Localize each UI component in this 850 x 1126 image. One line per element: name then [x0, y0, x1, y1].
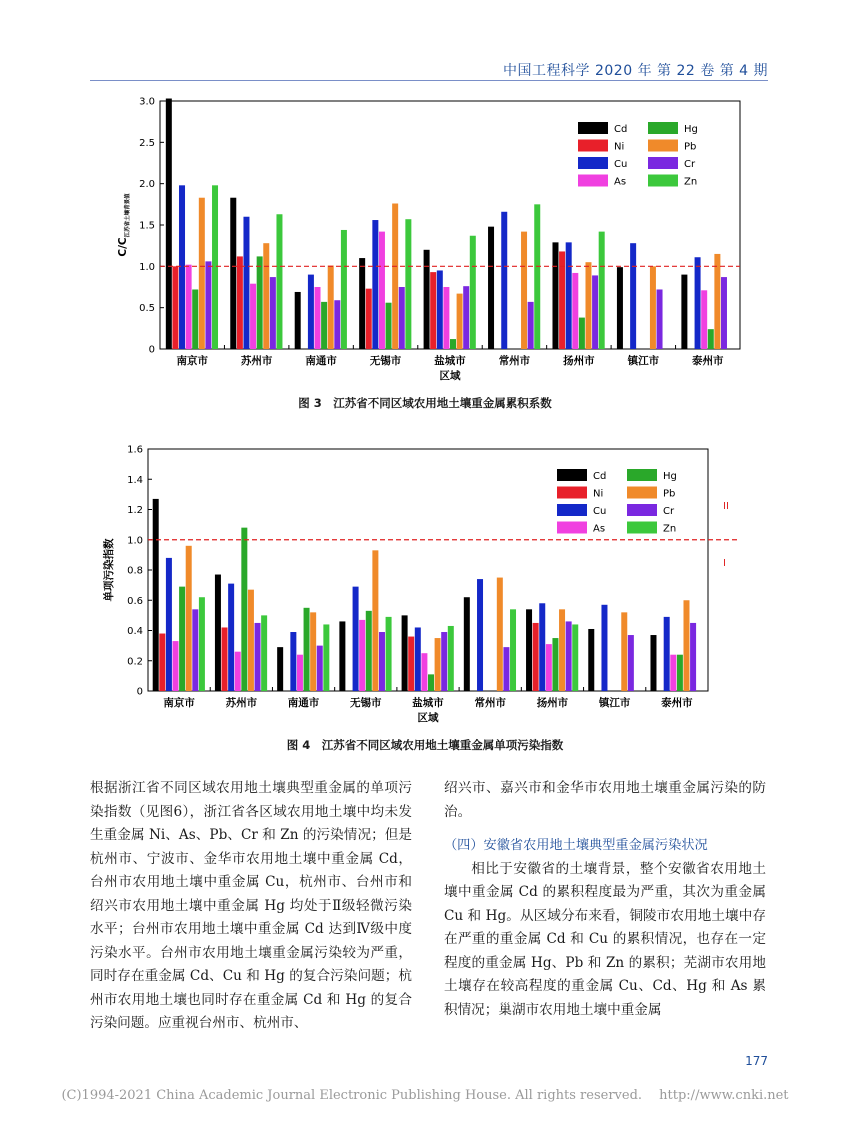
bar-zn-0 — [199, 597, 205, 691]
y-tick-label: 1.5 — [139, 220, 155, 232]
bar-as-1 — [235, 652, 241, 691]
bar-cu-2 — [308, 275, 314, 349]
bar-cd-3 — [339, 621, 345, 691]
page-number: 177 — [745, 1054, 768, 1068]
bar-ni-6 — [533, 623, 539, 691]
section-title: （四）安徽省农用地土壤典型重金属污染状况 — [444, 838, 708, 853]
copyright-footer: (C)1994-2021 China Academic Journal Electronic Publishing House. All rights reserved. http://www.cnki.net — [61, 1088, 789, 1103]
bar-pb-3 — [392, 204, 398, 349]
y-tick-label: 2.0 — [139, 179, 155, 191]
legend-swatch-as — [557, 522, 587, 534]
right-paragraph: 相比于安徽省的土壤背景，整个安徽省农用地土壤中重金属 Cd 的累积程度最为严重，其次为重金属 Cu 和 Hg。从区域分布来看，铜陵市农用地土壤中存在严重的重金属 Cd 和 Cu 的累积情况，也存在一定程度的重金属 Hg、Pb 和 Zn 的累积；芜湖市农用地土壤存在较高程度的重金属 Cu、Cd、Hg 和 As 累积情况；巢湖市农用地土壤中重金属 — [444, 860, 766, 1018]
legend-label-zn: Zn — [684, 176, 698, 188]
x-tick-label: 扬州市 — [563, 355, 595, 367]
bar-as-8 — [701, 290, 707, 349]
bar-zn-1 — [276, 214, 282, 349]
bar-cr-4 — [441, 632, 447, 691]
y-tick-label: 1.0 — [127, 535, 143, 547]
bar-pb-4 — [435, 638, 441, 691]
y-tick-label: 0 — [148, 344, 155, 356]
legend-label-hg: Hg — [684, 124, 698, 135]
legend-swatch-pb — [627, 487, 657, 499]
bar-zn-3 — [405, 219, 411, 349]
bar-as-3 — [379, 232, 385, 349]
bar-ni-4 — [408, 637, 414, 691]
bar-pb-7 — [621, 612, 627, 691]
bar-pb-2 — [328, 266, 334, 349]
bar-zn-6 — [599, 232, 605, 349]
x-tick-label: 镇江市 — [627, 355, 660, 367]
bar-cu-5 — [477, 579, 483, 691]
bar-pb-2 — [310, 612, 316, 691]
y-tick-label: 1.4 — [127, 474, 143, 486]
y-tick-label: 0.2 — [127, 656, 143, 668]
y-tick-label: 0.6 — [127, 595, 143, 607]
x-tick-label: 苏州市 — [225, 697, 258, 709]
bar-cd-5 — [488, 227, 494, 349]
bar-pb-6 — [559, 609, 565, 691]
bar-cd-8 — [650, 635, 656, 691]
bar-cd-5 — [464, 597, 470, 691]
bar-cd-7 — [617, 267, 623, 349]
x-tick-label: 泰州市 — [692, 355, 724, 367]
legend-swatch-pb — [648, 140, 678, 152]
bar-zn-5 — [534, 204, 540, 349]
bar-hg-2 — [304, 608, 310, 691]
legend-label-as: As — [614, 176, 627, 188]
bar-cu-6 — [539, 603, 545, 691]
bar-pb-4 — [457, 294, 463, 349]
bar-zn-4 — [470, 236, 476, 349]
bar-as-0 — [186, 265, 192, 349]
legend-label-ni: Ni — [614, 141, 625, 153]
bar-hg-4 — [450, 339, 456, 349]
figure-3-caption: 图 3 江苏省不同区域农用地土壤重金属累积系数 — [298, 396, 552, 410]
x-tick-label: 镇江市 — [598, 697, 631, 709]
bar-as-8 — [670, 655, 676, 691]
legend-label-as: As — [593, 523, 606, 535]
bar-cr-6 — [592, 275, 598, 349]
bar-zn-0 — [212, 185, 218, 349]
left-column — [90, 777, 412, 1036]
bar-ni-3 — [366, 289, 372, 349]
bar-cr-5 — [528, 302, 534, 349]
zone-label-i: I — [723, 557, 726, 569]
x-tick-label: 南通市 — [287, 697, 320, 709]
legend-label-cd: Cd — [614, 124, 628, 135]
x-tick-label: 盐城市 — [412, 697, 444, 709]
legend-swatch-cd — [557, 469, 587, 481]
legend-swatch-zn — [627, 522, 657, 534]
legend-label-ni: Ni — [593, 488, 604, 500]
legend-label-cu: Cu — [593, 506, 607, 517]
legend-swatch-cd — [578, 122, 608, 134]
bar-pb-1 — [263, 243, 269, 349]
y-tick-label: 0.8 — [127, 565, 143, 577]
bar-cu-2 — [290, 632, 296, 691]
legend-label-cr: Cr — [663, 506, 675, 517]
bar-hg-0 — [192, 289, 198, 349]
bar-cu-0 — [166, 558, 172, 691]
legend-swatch-ni — [578, 140, 608, 152]
bar-cu-8 — [664, 617, 670, 691]
bar-cd-1 — [215, 575, 221, 691]
bar-cu-6 — [566, 242, 572, 349]
legend-label-cu: Cu — [614, 159, 628, 170]
bar-cr-1 — [270, 277, 276, 349]
bar-hg-6 — [579, 318, 585, 349]
legend-swatch-ni — [557, 487, 587, 499]
bar-cu-3 — [353, 587, 359, 691]
bar-cr-7 — [628, 635, 634, 691]
bar-cu-4 — [437, 270, 443, 349]
y-axis-title: 单项污染指数 — [103, 538, 115, 602]
bar-pb-5 — [521, 232, 527, 349]
figure-4-chart — [90, 438, 750, 734]
bar-pb-8 — [683, 600, 689, 691]
bar-hg-6 — [552, 638, 558, 691]
legend-swatch-hg — [627, 469, 657, 481]
y-tick-label: 0.4 — [127, 626, 143, 637]
bar-cr-2 — [317, 646, 323, 691]
bar-pb-3 — [372, 550, 378, 691]
bar-hg-8 — [708, 329, 714, 349]
right-paragraph-continued: 绍兴市、嘉兴市和金华市农用地土壤重金属污染的防治。 — [444, 780, 766, 820]
bar-cr-5 — [503, 647, 509, 691]
bar-zn-3 — [386, 617, 392, 691]
legend-swatch-as — [578, 175, 608, 187]
legend-label-zn: Zn — [663, 523, 677, 535]
bar-hg-1 — [257, 256, 263, 349]
bar-zn-2 — [341, 230, 347, 349]
bar-cd-4 — [424, 250, 430, 349]
y-axis-subscript: 江苏省土壤背景值 — [125, 193, 131, 238]
bar-as-3 — [359, 620, 365, 691]
bar-as-4 — [443, 287, 449, 349]
bar-pb-0 — [186, 546, 192, 691]
x-tick-label: 苏州市 — [240, 355, 273, 367]
x-tick-label: 无锡市 — [350, 697, 382, 709]
bar-cd-0 — [166, 99, 172, 349]
legend-swatch-cr — [627, 504, 657, 516]
bar-cr-0 — [205, 261, 211, 349]
running-header — [90, 58, 768, 81]
bar-cr-1 — [255, 623, 261, 691]
bar-cr-8 — [690, 623, 696, 691]
bar-hg-2 — [321, 302, 327, 349]
legend-swatch-hg — [648, 122, 678, 134]
bar-cu-1 — [243, 217, 249, 349]
bar-zn-4 — [448, 626, 454, 691]
bar-cr-0 — [192, 609, 198, 691]
bar-cd-0 — [153, 499, 159, 691]
bar-cr-2 — [334, 300, 340, 349]
legend-swatch-cu — [557, 504, 587, 516]
y-tick-label: 1.6 — [127, 444, 143, 456]
x-tick-label: 南通市 — [305, 355, 337, 367]
bar-cu-7 — [601, 605, 607, 691]
bar-ni-1 — [237, 256, 243, 349]
bar-hg-1 — [241, 528, 247, 691]
x-axis-title: 区域 — [417, 712, 439, 724]
bar-cd-6 — [552, 242, 558, 349]
bar-ni-0 — [172, 266, 178, 349]
y-tick-label: 1.2 — [127, 505, 143, 516]
bar-hg-8 — [677, 655, 683, 691]
bar-as-0 — [173, 641, 179, 691]
y-axis-title: $C/C_{江苏省土壤背景值}$ — [117, 193, 131, 257]
bar-as-6 — [546, 644, 552, 691]
x-tick-label: 盐城市 — [434, 355, 466, 367]
bar-hg-4 — [428, 674, 434, 691]
bar-cr-6 — [566, 621, 572, 691]
bar-cd-2 — [295, 292, 301, 349]
legend-swatch-zn — [648, 175, 678, 187]
bar-cd-3 — [359, 258, 365, 349]
bar-hg-3 — [386, 303, 392, 349]
bar-cd-2 — [277, 647, 283, 691]
x-tick-label: 南京市 — [163, 697, 195, 709]
bar-cd-6 — [526, 609, 532, 691]
y-tick-label: 0.5 — [139, 303, 155, 315]
bar-cr-8 — [721, 277, 727, 349]
bar-cr-3 — [379, 632, 385, 691]
bar-as-4 — [421, 653, 427, 691]
bar-zn-2 — [323, 624, 329, 691]
x-tick-label: 南京市 — [176, 355, 208, 367]
bar-cu-8 — [695, 257, 701, 349]
bar-pb-7 — [650, 266, 656, 349]
legend-label-cr: Cr — [684, 159, 696, 170]
bar-as-1 — [250, 284, 256, 349]
x-tick-label: 常州市 — [474, 697, 506, 709]
legend-label-hg: Hg — [663, 471, 677, 482]
bar-ni-0 — [159, 634, 165, 691]
bar-cu-4 — [415, 627, 421, 691]
bar-cr-7 — [657, 289, 663, 349]
bar-hg-0 — [179, 587, 185, 691]
right-column — [444, 777, 766, 1022]
bar-as-6 — [572, 273, 578, 349]
bar-pb-5 — [497, 578, 503, 691]
bar-cr-3 — [399, 287, 405, 349]
bar-ni-1 — [222, 627, 228, 691]
bar-as-2 — [315, 287, 321, 349]
bar-cu-1 — [228, 584, 234, 691]
bar-cd-7 — [588, 629, 594, 691]
bar-cd-1 — [230, 198, 236, 349]
bar-pb-1 — [248, 590, 254, 691]
bar-pb-6 — [585, 262, 591, 349]
bar-cu-3 — [372, 220, 378, 349]
left-paragraph: 根据浙江省不同区域农用地土壤典型重金属的单项污染指数（见图6），浙江省各区域农用地土壤中均未发生重金属 Ni、As、Pb、Cr 和 Zn 的污染情况；但是杭州市、宁波市、金华市农用地土壤中重金属 Cd，台州市农用地土壤中重金属 Cu，杭州市、台州市和绍兴市农用地土壤中重金属 Hg 均处于Ⅱ级轻微污染水平；台州市农用地土壤中重金属 Cd 达到Ⅳ级中度污染水平。台州市农用地土壤重金属污染较为严重，同时存在重金属 Cd、Cu 和 Hg 的复合污染问题；杭州市农用地土壤也同时存在重金属 Cd 和 Hg 的复合污染问题。应重视台州市、杭州市、 — [90, 780, 412, 1031]
figure-3-chart — [90, 96, 750, 390]
bar-pb-8 — [714, 254, 720, 349]
figure-4-caption: 图 4 江苏省不同区域农用地土壤重金属单项污染指数 — [286, 738, 564, 752]
journal-issue: 中国工程科学 2020 年 第 22 卷 第 4 期 — [503, 63, 768, 79]
bar-cr-4 — [463, 286, 469, 349]
x-axis-title: 区域 — [439, 370, 461, 382]
bar-as-2 — [297, 655, 303, 691]
x-tick-label: 泰州市 — [661, 697, 693, 709]
x-tick-label: 无锡市 — [369, 355, 402, 367]
y-tick-label: 0 — [136, 686, 143, 698]
bar-cu-7 — [630, 243, 636, 349]
bar-cu-5 — [501, 212, 507, 349]
legend-swatch-cr — [648, 157, 678, 169]
bar-ni-4 — [430, 272, 436, 349]
y-tick-label: 3.0 — [139, 96, 155, 108]
bar-zn-5 — [510, 609, 516, 691]
y-tick-label: 2.5 — [139, 137, 155, 149]
x-tick-label: 扬州市 — [536, 697, 569, 709]
bar-cu-0 — [179, 185, 185, 349]
bar-cd-8 — [681, 275, 687, 349]
x-tick-label: 常州市 — [498, 355, 531, 367]
bar-zn-1 — [261, 615, 267, 691]
bar-zn-6 — [572, 624, 578, 691]
bar-pb-0 — [199, 198, 205, 349]
zone-label-ii: II — [723, 500, 729, 512]
legend-label-cd: Cd — [593, 471, 607, 482]
legend-swatch-cu — [578, 157, 608, 169]
legend-label-pb: Pb — [684, 141, 697, 153]
bar-cd-4 — [402, 615, 408, 691]
bar-hg-3 — [366, 611, 372, 691]
legend-label-pb: Pb — [663, 488, 676, 500]
y-tick-label: 1.0 — [139, 261, 155, 273]
